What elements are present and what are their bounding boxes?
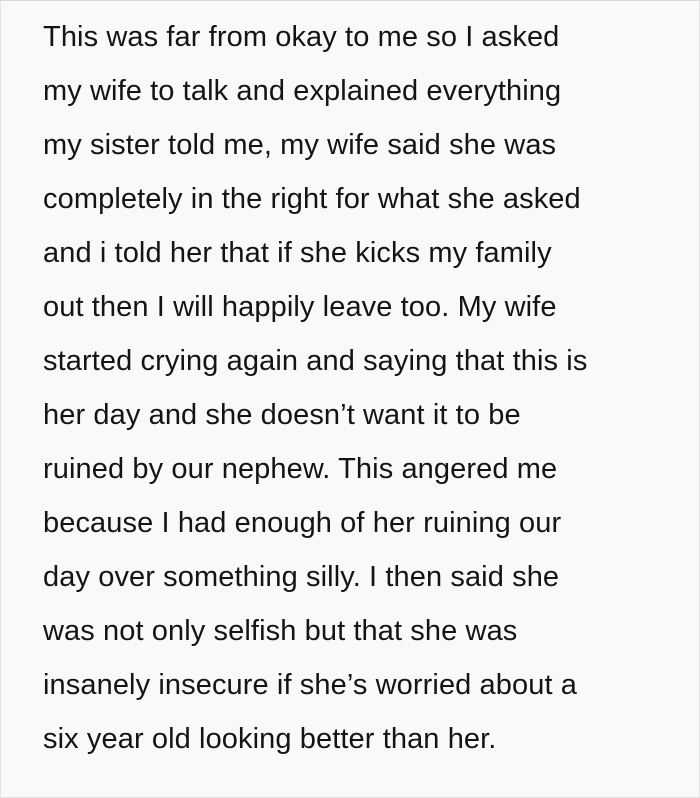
text-line: This was far from okay to me so I asked [43, 21, 560, 53]
text-line: started crying again and saying that this is [43, 345, 588, 377]
text-line: insanely insecure if she’s worried about a [43, 669, 578, 701]
text-line: completely in the right for what she asked [43, 183, 581, 215]
text-line: my sister told me, my wife said she was [43, 129, 557, 161]
text-line: out then I will happily leave too. My wife [43, 291, 557, 323]
text-line: day over something silly. I then said she [43, 561, 560, 593]
text-line: her day and she doesn’t want it to be [43, 399, 521, 431]
text-line: because I had enough of her ruining our [43, 507, 562, 539]
text-line: six year old looking better than her. [43, 723, 497, 755]
text-line: and i told her that if she kicks my family [43, 237, 552, 269]
text-line: my wife to talk and explained everything [43, 75, 562, 107]
story-paragraph [1, 1, 699, 766]
text-line: was not only selfish but that she was [43, 615, 518, 647]
text-line: ruined by our nephew. This angered me [43, 453, 558, 485]
